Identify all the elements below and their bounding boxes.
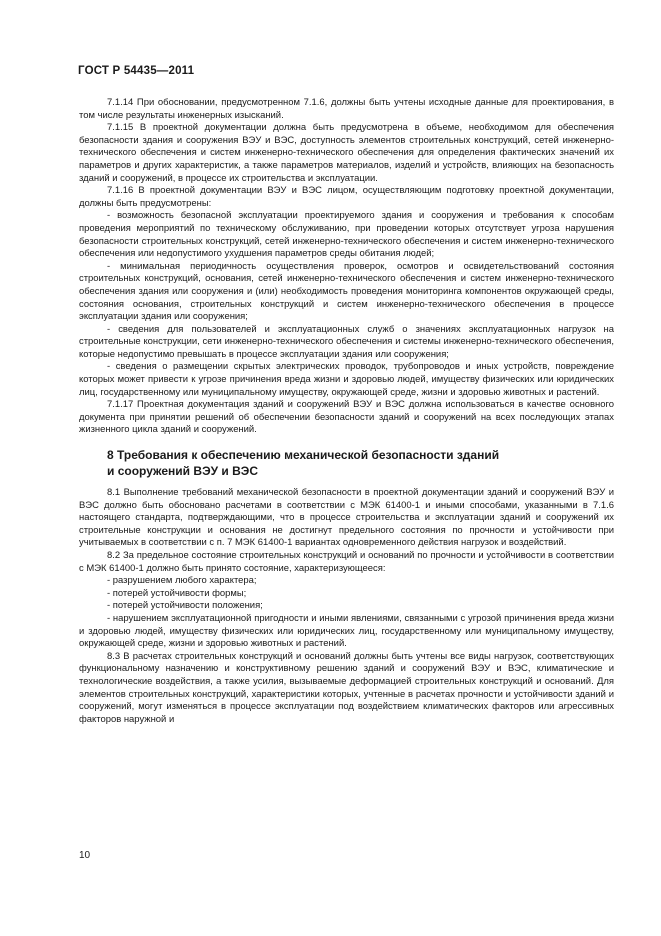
list-item: - сведения для пользователей и эксплуатационных служб о значениях эксплуатационных нагрузок на строительные конструкции, сети инженерно-технического обеспечения и системы инженерно-технического обеспечения, которые недопустимо превышать в процессе эксплуатации здания или сооружения;	[79, 323, 614, 360]
list-item: - разрушением любого характера;	[107, 575, 257, 587]
page-content	[79, 97, 614, 726]
list-item: - потерей устойчивости положения;	[107, 600, 263, 612]
list-item: - сведения о размещении скрытых электрических проводок, трубопроводов и иных устройств, повреждение которых может привести к угрозе причинения вреда жизни и здоровью людей, имуществу физических или юридических лиц, государственному или муниципальному имуществу, окружающей среде, жизни и здоровью животных и растений.	[79, 361, 614, 398]
paragraph-8-2: 8.2 За предельное состояние строительных конструкций и оснований по прочности и устойчивости в соответствии с МЭК 61400-1 должно быть принято состояние, характеризующееся:	[79, 550, 614, 574]
section-8-heading-line2: и сооружений ВЭУ и ВЭС	[107, 463, 258, 478]
list-item: - нарушением эксплуатационной пригодности и иными явлениями, связанными с угрозой причинения вреда жизни и здоровью людей, имуществу физических или юридических лиц, государственному или муниципальному имуществу, окружающей среде, жизни и здоровью животных и растений.	[79, 612, 614, 650]
section-8-heading	[107, 448, 614, 479]
paragraph-7-1-14: 7.1.14 При обосновании, предусмотренном 7.1.6, должны быть учтены исходные данные для проектирования, в том числе результаты инженерных изысканий.	[79, 97, 614, 121]
paragraph-7-1-16: 7.1.16 В проектной документации ВЭУ и ВЭС лицом, осуществляющим подготовку проектной документации, должны быть предусмотрены:	[79, 185, 614, 209]
list-item: - потерей устойчивости формы;	[107, 587, 247, 599]
list-item: - минимальная периодичность осуществления проверок, осмотров и освидетельствований состояния строительных конструкций, основания, сетей инженерно-технического обеспечения и систем инженерно-технического обеспечения здания или сооружения и (или) необходимость проведения мониторинга компонентов окружающей среды, состояния основания, строительных конструкций и систем инженерно-технического обеспечения в процессе эксплуатации здания или сооружения;	[79, 260, 614, 323]
list-item: - возможность безопасной эксплуатации проектируемого здания и сооружения и требования к способам проведения мероприятий по техническому обслуживанию, при проведении которых отсутствует угроза нарушения безопасности строительных конструкций, сетей инженерно-технического обеспечения и систем инженерно-технического обеспечения или недопустимого ухудшения параметров среды обитания людей;	[79, 210, 614, 260]
paragraph-7-1-15: 7.1.15 В проектной документации должна быть предусмотрена в объеме, необходимом для обеспечения безопасности здания и сооружения ВЭУ и ВЭС, доступность элементов строительных конструкций, сетей инженерно-технического обеспечения и систем инженерно-технического обеспечения для определения фактических значений их параметров и других характеристик, а также параметров материалов, изделий и устройств, влияющих на безопасность зданий и сооружений, в процессе их строительства и эксплуатации.	[79, 122, 614, 184]
document-header: ГОСТ Р 54435—2011	[78, 65, 195, 77]
paragraph-8-1: 8.1 Выполнение требований механической безопасности в проектной документации зданий и сооружений ВЭУ и ВЭС должно быть обосновано расчетами в соответствии с МЭК 61400-1 и иными способами, указанными в 7.1.6 настоящего стандарта, подтверждающими, что в процессе строительства и эксплуатации зданий и сооружений их строительные конструкции и основания не достигнут предельного состояния по прочности и устойчивости при учитываемых в соответствии с п. 7 МЭК 61400-1 вариантах одновременного действия нагрузок и воздействий.	[79, 487, 614, 549]
paragraph-7-1-17: 7.1.17 Проектная документация зданий и сооружений ВЭУ и ВЭС должна использоваться в качестве основного документа при принятии решений об обеспечении безопасности зданий и сооружений на всех последующих этапах жизненного цикла зданий и сооружений.	[79, 399, 614, 436]
paragraph-8-3: 8.3 В расчетах строительных конструкций и оснований должны быть учтены все виды нагрузок, соответствующих функциональному назначению и конструктивному решению зданий и сооружений ВЭУ и ВЭС, климатические и технологические воздействия, а также усилия, вызываемые деформацией строительных конструкций и оснований. Для элементов строительных конструкций, характеристики которых, учтенные в расчетах прочности и устойчивости зданий и сооружений, могут изменяться в процессе эксплуатации под воздействием климатических факторов или агрессивных факторов наружной и	[79, 650, 614, 725]
section-8-heading-line1: 8 Требования к обеспечению механической безопасности зданий	[107, 448, 500, 463]
page-number: 10	[79, 850, 91, 861]
